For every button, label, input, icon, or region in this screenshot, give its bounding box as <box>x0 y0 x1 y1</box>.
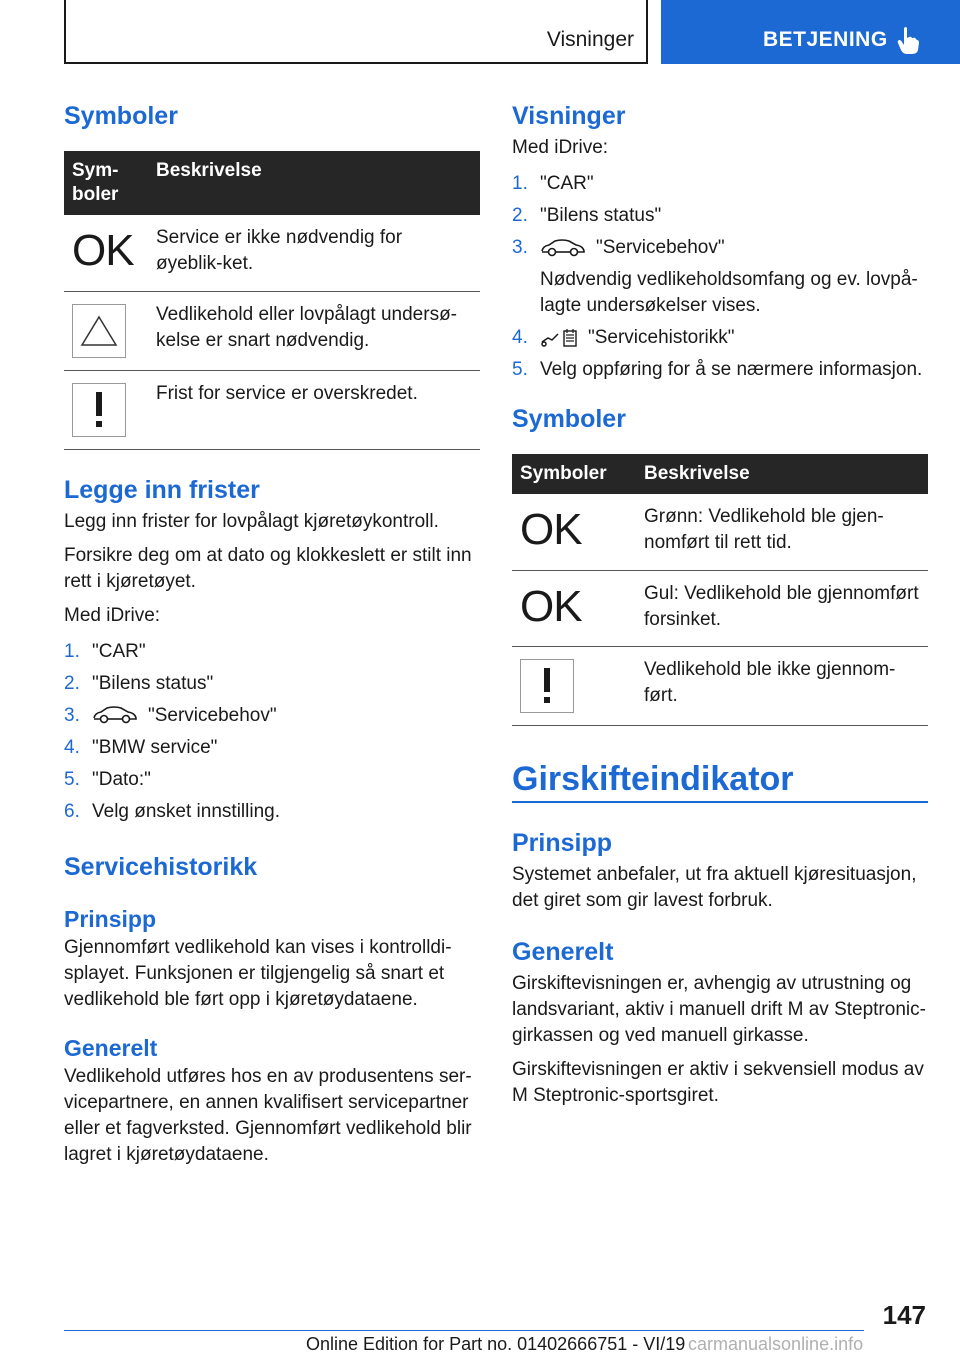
visninger-steps-list <box>512 171 928 383</box>
list-item <box>512 171 928 197</box>
left-column <box>64 100 480 1168</box>
description-cell: Vedlikehold eller lovpålagt undersø-kelse er snart nødvendig. <box>148 291 480 370</box>
generelt-paragraph: Vedlikehold utføres hos en av produsentens ser-vicepartnere, en annen kvalifisert servicepartner eller et fagverksted. Gjennomført vedlikehold blir lagret i kjøretøydataene. <box>64 1065 472 1165</box>
ok-icon: OK <box>520 581 582 631</box>
step-number: 1. <box>64 640 80 662</box>
table-header-description: Beskrivelse <box>148 151 480 215</box>
list-item <box>512 203 928 229</box>
car-icon <box>540 239 586 257</box>
step-text: "Servicebehov" <box>148 704 277 726</box>
generelt-heading-right: Generelt <box>512 937 614 966</box>
step-text: "BMW service" <box>92 736 218 758</box>
page-number: 147 <box>882 1300 926 1330</box>
table-row <box>64 370 480 449</box>
symbol-cell <box>64 291 148 370</box>
table-row <box>512 646 928 725</box>
footer-divider <box>64 1330 864 1331</box>
list-item <box>64 703 480 729</box>
step-text: Velg oppføring for å se nærmere informasjon. <box>540 359 923 380</box>
list-item <box>512 357 928 383</box>
prinsipp-paragraph-right: Systemet anbefaler, ut fra aktuell kjøresituasjon, det giret som gir lavest forbruk. <box>512 863 917 911</box>
step-number: 3. <box>64 704 80 726</box>
description-cell: Gul: Vedlikehold ble gjennomført forsinket. <box>636 570 928 646</box>
generelt-paragraph-1: Girskiftevisningen er, avhengig av utrustning og landsvariant, aktiv i manuell drift M av Steptronic-girkassen og ved manuell girkasse. <box>512 972 926 1046</box>
list-item <box>512 235 928 319</box>
list-item <box>64 735 480 761</box>
legge-paragraph-1: Legg inn frister for lovpålagt kjøretøykontroll. <box>64 510 439 532</box>
list-item <box>64 767 480 793</box>
prinsipp-heading-right: Prinsipp <box>512 828 613 857</box>
symbol-cell <box>64 215 148 291</box>
step-text: Velg ønsket innstilling. <box>92 800 280 822</box>
girskift-heading: Girskifteindikator <box>512 759 794 798</box>
warning-triangle-icon <box>72 304 126 358</box>
header-section-box <box>64 0 648 64</box>
prinsipp-heading: Prinsipp <box>64 905 157 932</box>
step-text: "Bilens status" <box>540 205 662 226</box>
servicehistorikk-heading: Servicehistorikk <box>64 852 258 881</box>
symbol-cell <box>512 494 636 570</box>
generelt-paragraph-2: Girskiftevisningen er aktiv i sekvensiell modus av M Steptronic-sportsgiret. <box>512 1058 924 1106</box>
step-number: 2. <box>512 205 528 226</box>
visninger-paragraph: Med iDrive: <box>512 137 609 158</box>
ok-icon: OK <box>520 505 582 554</box>
step-text: "CAR" <box>540 173 594 194</box>
step-number: 4. <box>64 736 80 758</box>
table-row <box>512 494 928 570</box>
visninger-heading: Visninger <box>512 102 626 130</box>
table-row <box>64 215 480 291</box>
table-header-description: Beskrivelse <box>636 454 928 494</box>
service-history-icon <box>540 328 578 348</box>
footer-edition: Online Edition for Part no. 01402666751 - VI/19 <box>306 1334 686 1354</box>
symbols-heading: Symboler <box>64 102 178 130</box>
right-column <box>512 100 928 1109</box>
exclamation-icon <box>72 383 126 437</box>
step-number: 5. <box>512 359 528 380</box>
step-sub-paragraph: Nødvendig vedlikeholdsomfang og ev. lovpå-lagte undersøkelser vises. <box>540 269 918 316</box>
step-number: 1. <box>512 173 528 194</box>
generelt-heading: Generelt <box>64 1034 158 1061</box>
step-text: "Servicebehov" <box>596 237 725 258</box>
step-number: 5. <box>64 768 80 790</box>
step-text: "CAR" <box>92 640 146 662</box>
table-header-symbols: Symboler <box>512 454 636 494</box>
table-header-symbols: Sym- boler <box>64 151 148 215</box>
footer-watermark: carmanualsonline.info <box>688 1334 864 1354</box>
symbol-cell <box>64 370 148 449</box>
ok-icon: OK <box>72 226 134 275</box>
list-item <box>64 639 480 665</box>
description-cell: Vedlikehold ble ikke gjennom-ført. <box>636 646 928 725</box>
steps-list <box>64 639 480 825</box>
description-cell: Grønn: Vedlikehold ble gjen-nomført til rett tid. <box>636 494 928 570</box>
step-number: 4. <box>512 327 528 348</box>
legge-paragraph-3: Med iDrive: <box>64 604 161 626</box>
symbol-cell <box>512 570 636 646</box>
prinsipp-paragraph: Gjennomført vedlikehold kan vises i kontrolldi-splayet. Funksjonen er tilgjengelig så snart et vedlikehold ble ført opp i kjøretøydataene. <box>64 936 452 1010</box>
list-item <box>64 799 480 825</box>
table-row <box>64 291 480 370</box>
girskift-heading-block <box>512 760 928 803</box>
legge-paragraph-2: Forsikre deg om at dato og klokkeslett er stilt inn rett i kjøretøyet. <box>64 544 472 592</box>
step-number: 2. <box>64 672 80 694</box>
exclamation-icon <box>520 659 574 713</box>
list-item <box>512 325 928 351</box>
symbol-cell <box>512 646 636 725</box>
pointing-hand-icon <box>897 26 919 54</box>
symbols-heading-right: Symboler <box>512 405 626 433</box>
step-text: "Bilens status" <box>92 672 214 694</box>
step-text: "Servicehistorikk" <box>588 327 735 348</box>
symbols-table-right <box>512 454 928 726</box>
step-number: 6. <box>64 800 80 822</box>
header-section-title: Visninger <box>546 28 634 51</box>
car-icon <box>92 706 138 724</box>
symbols-table <box>64 151 480 450</box>
header-chapter-title: BETJENING <box>763 28 888 51</box>
table-row <box>512 570 928 646</box>
legge-heading: Legge inn frister <box>64 475 260 504</box>
step-number: 3. <box>512 237 528 258</box>
description-cell: Service er ikke nødvendig for øyeblik-ket. <box>148 215 480 291</box>
header-chapter-tab <box>661 0 960 64</box>
description-cell: Frist for service er overskredet. <box>148 370 480 449</box>
step-text: "Dato:" <box>92 768 151 790</box>
list-item <box>64 671 480 697</box>
